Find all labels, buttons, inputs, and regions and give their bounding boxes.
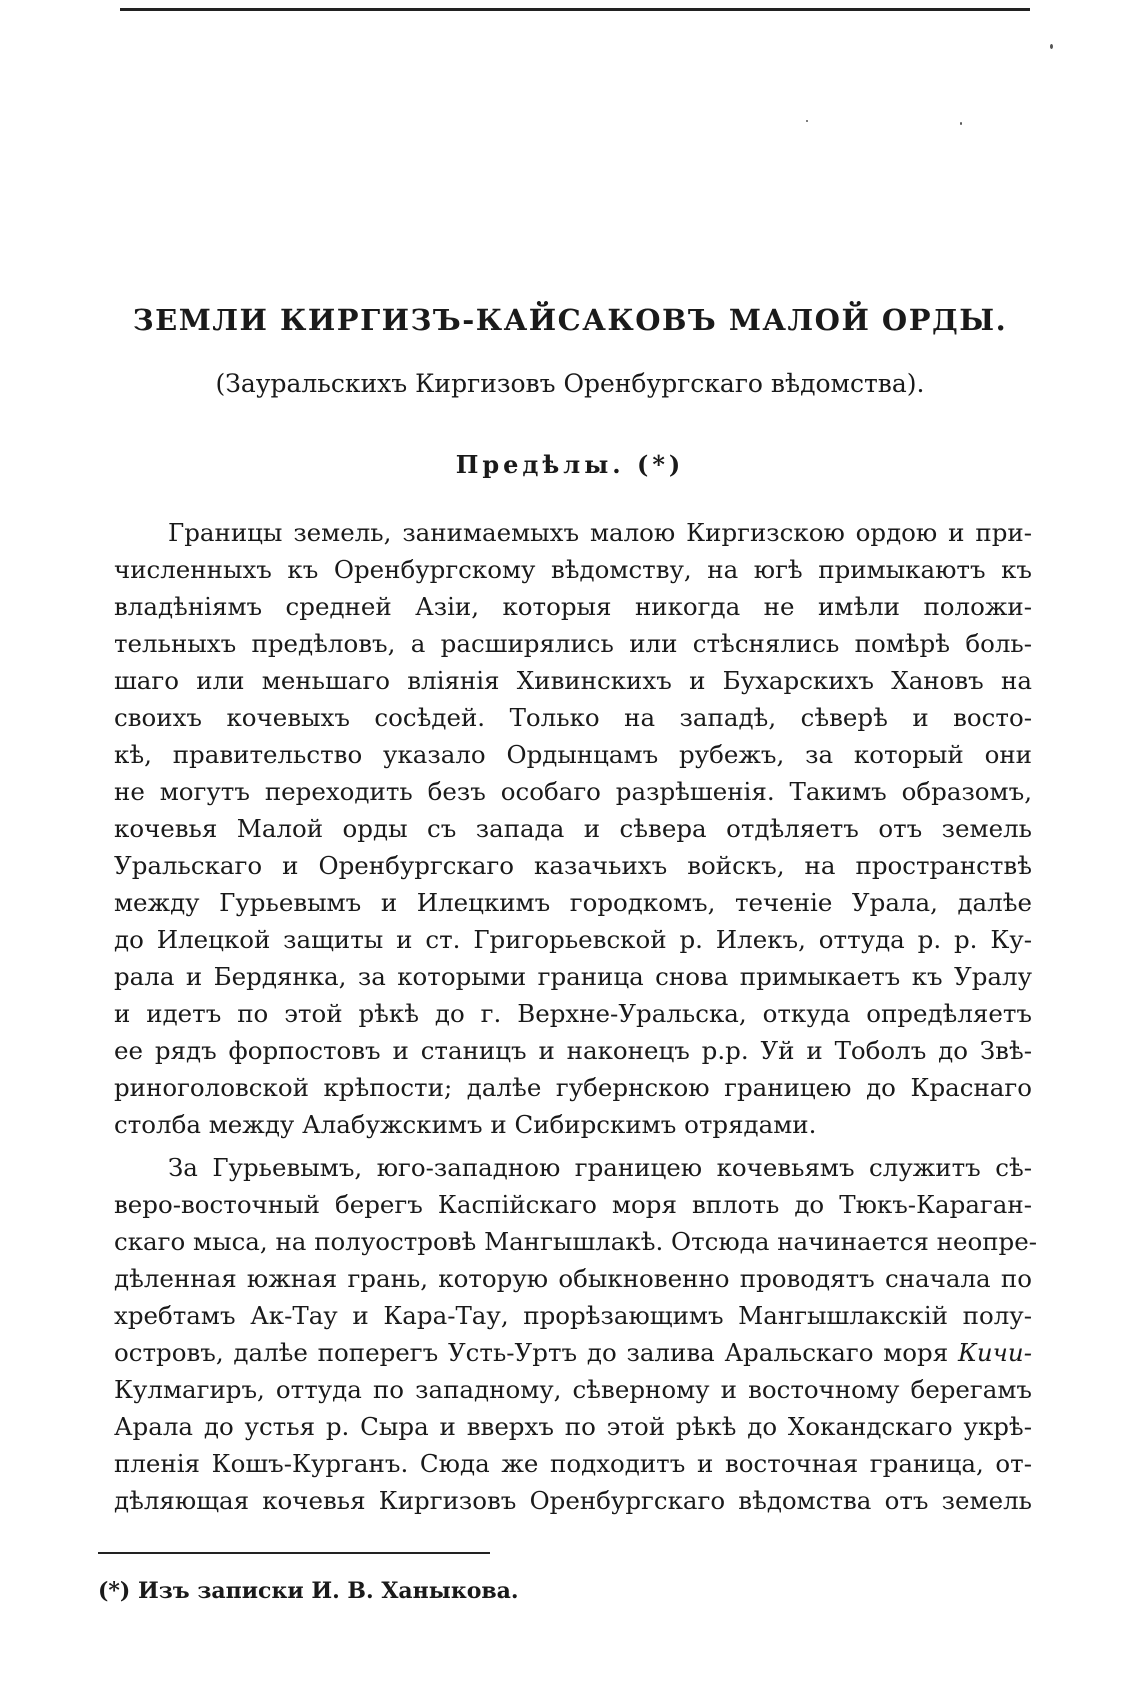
text-line: своихъ кочевыхъ сосѣдей. Только на западѣ, сѣверѣ и восто- (114, 703, 1032, 732)
text-line: Уральскаго и Оренбургскаго казачьихъ войскъ, на пространствѣ (114, 851, 1032, 880)
text-line: веро-восточный берегъ Каспійскаго моря вплоть до Тюкъ-Караган- (114, 1190, 1032, 1219)
top-rule (120, 8, 1030, 11)
text-line: дѣляющая кочевья Киргизовъ Оренбургскаго вѣдомства отъ земель (114, 1486, 1032, 1515)
text-line: дѣленная южная грань, которую обыкновенно проводятъ сначала по (114, 1264, 1032, 1293)
text-line: хребтамъ Ак-Тау и Кара-Тау, прорѣзающимъ Мангышлакскій полу- (114, 1301, 1032, 1330)
italic-word: Кичи- (957, 1338, 1032, 1367)
footnote: (*) Изъ записки И. В. Ханыкова. (98, 1578, 519, 1604)
text-line: кочевья Малой орды съ запада и сѣвера отдѣляетъ отъ земель (114, 814, 1032, 843)
text-line: риноголовской крѣпости; далѣе губернскою границею до Краснаго (114, 1073, 1032, 1102)
footnote-rule (98, 1552, 490, 1554)
scan-speck (960, 122, 962, 125)
text-line: Границы земель, занимаемыхъ малою Киргизскою ордою и при- (168, 518, 1032, 547)
body-text (114, 514, 1037, 1519)
page-title: ЗЕМЛИ КИРГИЗЪ-КАЙСАКОВЪ МАЛОЙ ОРДЫ. (132, 303, 1008, 337)
text-line: владѣніямъ средней Азіи, которыя никогда не имѣли положи- (114, 592, 1032, 621)
text-line: Кулмагиръ, оттуда по западному, сѣверному и восточному берегамъ (114, 1375, 1032, 1404)
text-line: кѣ, правительство указало Ордынцамъ рубежъ, за который они (114, 740, 1032, 769)
text-line: ее рядъ форпостовъ и станицъ и наконецъ р.р. Уй и Тоболъ до Звѣ- (114, 1036, 1032, 1065)
text-line: между Гурьевымъ и Илецкимъ городкомъ, теченіе Урала, далѣе (114, 888, 1032, 917)
text-line: не могутъ переходить безъ особаго разрѣшенія. Такимъ образомъ, (114, 777, 1032, 806)
text-line: пленія Кошъ-Курганъ. Сюда же подходитъ и восточная граница, от- (114, 1449, 1032, 1478)
text-line: Арала до устья р. Сыра и вверхъ по этой рѣкѣ до Хокандскаго укрѣ- (114, 1412, 1032, 1441)
section-heading: Предѣлы. (*) (455, 450, 685, 479)
text-line: рала и Бердянка, за которыми граница снова примыкаетъ къ Уралу (114, 962, 1032, 991)
text-line: скаго мыса, на полуостровѣ Мангышлакѣ. Отсюда начинается неопре- (114, 1227, 1037, 1256)
text-line: численныхъ къ Оренбургскому вѣдомству, на югѣ примыкаютъ къ (114, 555, 1032, 584)
text-line: За Гурьевымъ, юго-западною границею кочевьямъ служитъ сѣ- (168, 1153, 1032, 1182)
text-fragment: островъ, далѣе поперегъ Усть-Уртъ до залива Аральскаго моря (114, 1338, 949, 1367)
page-subtitle: (Зауральскихъ Киргизовъ Оренбургскаго вѣдомства). (215, 369, 925, 398)
text-line (114, 1334, 1032, 1371)
text-line: и идетъ по этой рѣкѣ до г. Верхне-Уральска, откуда опредѣляетъ (114, 999, 1032, 1028)
text-line: шаго или меньшаго вліянія Хивинскихъ и Бухарскихъ Хановъ на (114, 666, 1032, 695)
scan-speck (1050, 44, 1053, 49)
scan-speck (806, 120, 808, 122)
text-line: тельныхъ предѣловъ, а расширялись или стѣснялись помѣрѣ боль- (114, 629, 1032, 658)
text-line: столба между Алабужскимъ и Сибирскимъ отрядами. (114, 1110, 817, 1139)
text-line: до Илецкой защиты и ст. Григорьевской р. Илекъ, оттуда р. р. Ку- (114, 925, 1032, 954)
